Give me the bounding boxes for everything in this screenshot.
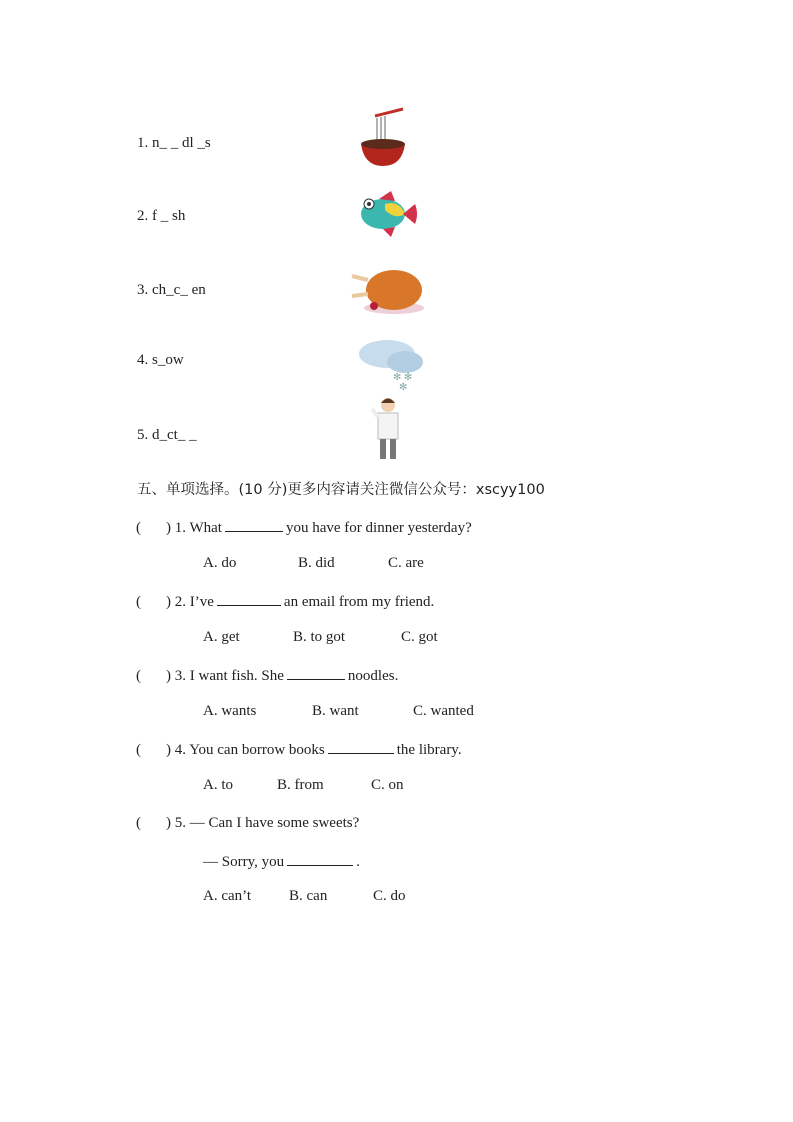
fish-icon <box>355 182 425 248</box>
question-5-line-2 <box>203 851 360 871</box>
question-5 <box>136 814 359 832</box>
answer-paren-open: ( <box>136 668 141 684</box>
option-c: C. on <box>371 777 404 793</box>
option-b: B. can <box>289 888 328 904</box>
option-c: C. wanted <box>413 703 474 719</box>
option-b: B. to got <box>293 629 346 645</box>
doctor-icon <box>368 395 408 465</box>
answer-paren-close: ) <box>166 668 171 684</box>
svg-text:✻: ✻ <box>399 382 408 393</box>
answer-blank <box>217 591 281 606</box>
question-text: 5. — Can I have some sweets? <box>174 815 360 831</box>
option-b: B. did <box>298 555 335 571</box>
spelling-item-5: 5. d_ct_ _ <box>137 427 197 443</box>
option-a: A. wants <box>203 703 257 719</box>
option-a: A. can’t <box>203 888 252 904</box>
question-text: you have for dinner yesterday? <box>285 520 472 536</box>
option-a: A. do <box>203 555 237 571</box>
answer-blank <box>287 665 345 680</box>
spelling-item-1: 1. n_ _ dl _s <box>137 135 211 151</box>
noodles-icon <box>355 106 425 172</box>
answer-paren-close: ) <box>166 815 171 831</box>
answer-paren-close: ) <box>166 520 171 536</box>
answer-blank <box>287 851 353 866</box>
question-text: 2. I’ve <box>174 594 214 610</box>
svg-text:✻ ✻: ✻ ✻ <box>393 372 413 383</box>
question-text: . <box>356 854 360 870</box>
question-1 <box>136 517 472 537</box>
question-text: the library. <box>396 742 462 758</box>
option-b: B. want <box>312 703 359 719</box>
option-c: C. are <box>388 555 424 571</box>
answer-blank <box>225 517 283 532</box>
question-text: — Sorry, you <box>203 854 285 870</box>
option-a: A. to <box>203 777 233 793</box>
question-text: noodles. <box>347 668 399 684</box>
spelling-item-3: 3. ch_c_ en <box>137 282 206 298</box>
chicken-icon <box>346 260 426 326</box>
question-text: 1. What <box>174 520 222 536</box>
option-b: B. from <box>277 777 324 793</box>
answer-paren-close: ) <box>166 742 171 758</box>
answer-paren-open: ( <box>136 815 141 831</box>
option-a: A. get <box>203 629 240 645</box>
answer-paren-open: ( <box>136 742 141 758</box>
option-c: C. got <box>401 629 438 645</box>
spelling-item-2: 2. f _ sh <box>137 208 186 224</box>
answer-paren-open: ( <box>136 594 141 610</box>
question-text: an email from my friend. <box>283 594 435 610</box>
question-2 <box>136 591 434 611</box>
snow-icon <box>355 332 425 398</box>
answer-paren-open: ( <box>136 520 141 536</box>
question-4 <box>136 739 462 759</box>
question-3 <box>136 665 398 685</box>
question-text: 4. You can borrow books <box>174 742 325 758</box>
question-text: 3. I want fish. She <box>174 668 284 684</box>
spelling-item-4: 4. s_ow <box>137 352 184 368</box>
option-c: C. do <box>373 888 406 904</box>
answer-paren-close: ) <box>166 594 171 610</box>
answer-blank <box>328 739 394 754</box>
section-title: 五、单项选择。(10 分)更多内容请关注微信公众号：xscyy100 <box>137 482 545 498</box>
